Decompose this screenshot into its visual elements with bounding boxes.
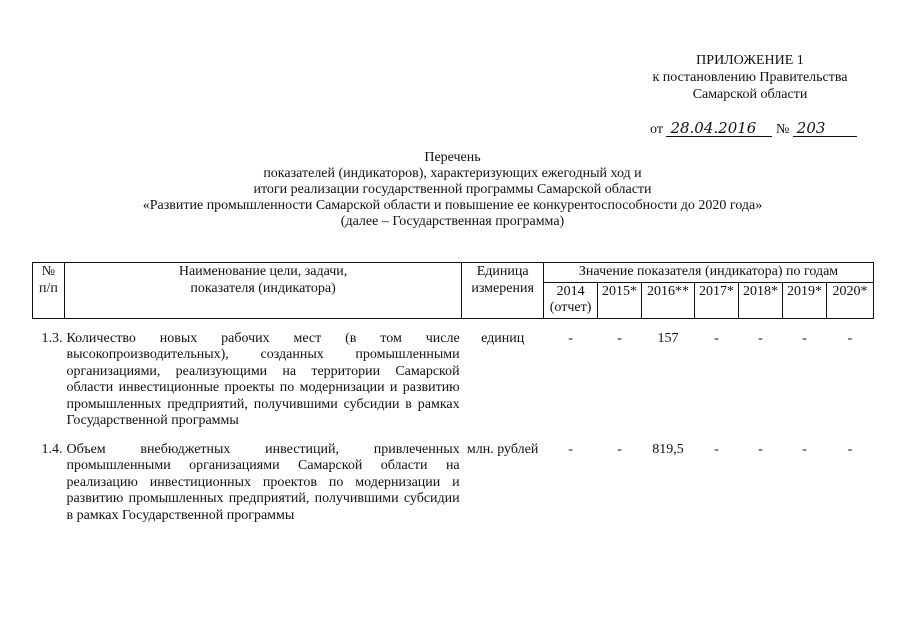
indicators-table (32, 262, 874, 524)
row-number: 1.3. (41, 330, 63, 346)
decree-date-number (650, 120, 857, 138)
header-num: № п/п (33, 263, 65, 319)
value-2014: - (568, 330, 573, 346)
header-year-2018: 2018* (739, 282, 783, 318)
value-2020: - (847, 441, 853, 457)
value-2015: - (617, 330, 622, 346)
header-year-2020: 2020* (826, 282, 873, 318)
decree-from-label: от (650, 122, 663, 137)
header-year-2019: 2019* (782, 282, 826, 318)
header-year-2015: 2015* (598, 282, 642, 318)
decree-number: 203 (793, 120, 857, 137)
decree-number-label: № (775, 122, 790, 137)
decree-date: 28.04.2016 (666, 120, 772, 137)
value-2020: - (847, 330, 853, 346)
indicator-unit: единиц (481, 330, 525, 346)
value-2019: - (802, 441, 807, 457)
value-2018: - (758, 330, 763, 346)
appendix-title: ПРИЛОЖЕНИЕ 1 (696, 53, 804, 68)
header-name: Наименование цели, задачи, показателя (индикатора) (64, 263, 461, 319)
value-2014: - (568, 441, 573, 457)
header-year-2017: 2017* (695, 282, 739, 318)
value-2015: - (617, 441, 622, 457)
indicator-name: Объем внебюджетных инвестиций, привлеченных промышленными организациями Самарской области на реализацию инвестиционных проектов по модернизации и развитию промышленных предприятий, получившими субсидии в рамках Государственной программы (66, 441, 460, 523)
table-row (33, 442, 874, 525)
title-line-2: показателей (индикаторов), характеризующих ежегодный ход и (263, 166, 642, 181)
value-2016: 157 (657, 330, 679, 346)
row-number: 1.4. (41, 441, 63, 457)
value-2019: - (802, 330, 807, 346)
appendix-decree-ref: к постановлению Правительства (652, 70, 848, 85)
indicator-unit: млн. рублей (466, 441, 539, 457)
header-unit: Единица измерения (462, 263, 544, 319)
header-values-group: Значение показателя (индикатора) по годам (544, 263, 874, 283)
indicator-name: Количество новых рабочих мест (в том числе высокопроизводительных), созданных промышленными организациями, реализующими на территории Самарской области инвестиционные проекты по модернизации и развитию промышленных предприятий, получившими субсидии в рамках Государственной программы (66, 330, 460, 428)
title-line-3: итоги реализации государственной программы Самарской области (253, 182, 652, 197)
value-2016: 819,5 (652, 441, 684, 457)
table-row (33, 331, 874, 430)
header-year-2016: 2016** (642, 282, 695, 318)
value-2017: - (714, 330, 719, 346)
appendix-header (600, 52, 900, 103)
document-title (0, 150, 905, 230)
value-2018: - (758, 441, 763, 457)
title-line-5: (далее – Государственная программа) (340, 214, 565, 229)
header-year-2014: 2014 (отчет) (544, 282, 598, 318)
appendix-region: Самарской области (692, 87, 808, 102)
title-line-4: «Развитие промышленности Самарской области и повышение ее конкурентоспособности до 2020 года» (142, 198, 763, 213)
value-2017: - (714, 441, 719, 457)
title-line-1: Перечень (424, 150, 481, 165)
